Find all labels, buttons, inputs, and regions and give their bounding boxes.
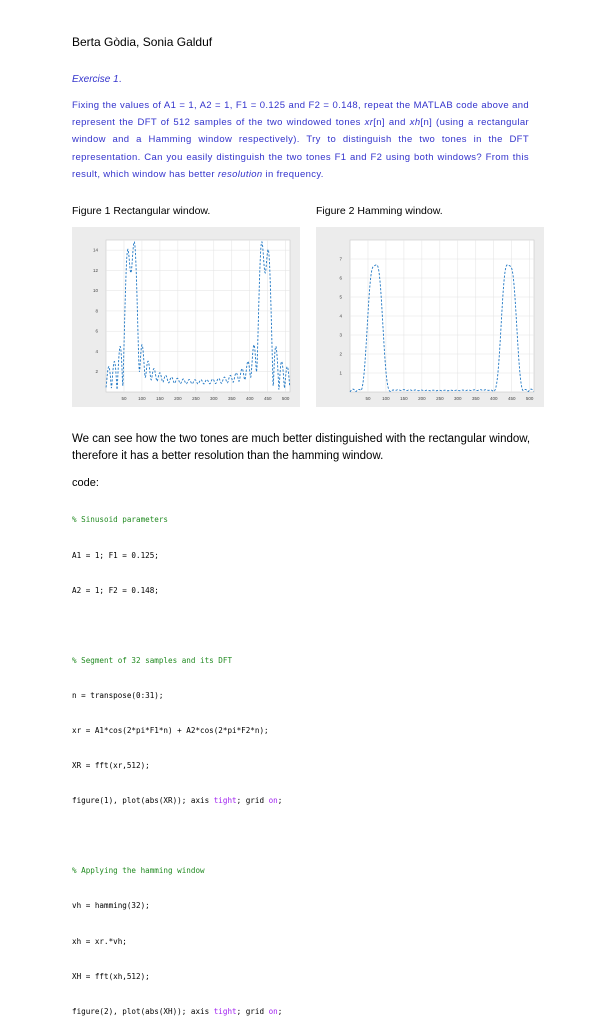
y-tick-label: 5 [339, 294, 342, 300]
code-line: A2 = 1; F2 = 0.148; [72, 585, 159, 595]
x-tick-label: 300 [454, 396, 462, 401]
code-line: xh = xr.*vh; [72, 936, 127, 946]
y-tick-label: 14 [92, 247, 98, 253]
code-line: A1 = 1; F1 = 0.125; [72, 550, 159, 560]
plot-area [106, 240, 290, 392]
hamming-window-chart [316, 227, 544, 407]
conclusion-line-1: We can see how the two tones are much better distinguished with the rectangular window, [72, 433, 531, 445]
code-line: n = transpose(0:31); [72, 690, 164, 700]
y-tick-label: 12 [92, 267, 98, 273]
x-tick-label: 500 [525, 396, 534, 401]
code-line: vh = hamming(32); [72, 901, 150, 911]
x-tick-label: 500 [281, 396, 290, 401]
conclusion-line-2: therefore it has a better resolution than the hamming window. [72, 450, 384, 462]
exercise-title: Exercise 1. [72, 74, 122, 85]
code-blank-line [72, 620, 282, 632]
conclusion-paragraph [72, 431, 532, 465]
x-tick-label: 300 [210, 396, 218, 401]
code-comment: % Segment of 32 samples and its DFT [72, 655, 233, 665]
y-tick-label: 7 [339, 256, 342, 262]
x-tick-label: 450 [507, 396, 516, 401]
x-tick-label: 400 [245, 396, 254, 401]
x-tick-label: 250 [436, 396, 444, 401]
y-tick-label: 4 [95, 348, 98, 354]
x-tick-label: 150 [400, 396, 408, 401]
figure-1-plot [72, 227, 300, 407]
x-tick-label: 200 [174, 396, 182, 401]
y-tick-label: 3 [339, 332, 342, 338]
exercise-statement: Fixing the values of A1 = 1, A2 = 1, F1 = 0.125 and F2 = 0.148, repeat the MATLAB code above and represent the DFT of 512 samples of the two windowed tones xr[n] and xh[n] (using a rectangular window and a Hamming window respectively). Try to distinguish the two tones in the DFT representation. Can you easily distinguish the two tones F1 and F2 using both windows? From this result, which window has better resolution in frequency. [72, 100, 529, 180]
y-tick-label: 1 [339, 370, 342, 376]
figure-1-caption: Figure 1 Rectangular window. [72, 205, 211, 217]
x-tick-label: 250 [192, 396, 200, 401]
y-tick-label: 6 [339, 275, 342, 281]
x-tick-label: 200 [418, 396, 426, 401]
rectangular-window-chart [72, 227, 300, 407]
y-tick-label: 8 [95, 308, 98, 314]
figure-2-caption: Figure 2 Hamming window. [316, 205, 443, 217]
code-comment: % Applying the hamming window [72, 866, 205, 876]
x-tick-label: 150 [156, 396, 164, 401]
y-tick-label: 2 [95, 369, 98, 375]
x-tick-label: 350 [228, 396, 236, 401]
authors: Berta Gòdia, Sonia Galduf [72, 35, 213, 49]
x-tick-label: 50 [365, 396, 371, 401]
x-tick-label: 350 [472, 396, 480, 401]
figure-2-plot [316, 227, 544, 407]
code-blank-line [72, 830, 282, 842]
y-tick-label: 2 [339, 351, 342, 357]
code-line: figure(1), plot(abs(XR)); axis tight; grid on; [72, 796, 283, 806]
code-line: xr = A1*cos(2*pi*F1*n) + A2*cos(2*pi*F2*n); [72, 725, 269, 735]
x-tick-label: 450 [263, 396, 272, 401]
code-line: XR = fft(xr,512); [72, 761, 150, 771]
y-tick-label: 4 [339, 313, 342, 319]
x-tick-label: 100 [382, 396, 390, 401]
x-tick-label: 400 [489, 396, 498, 401]
x-tick-label: 100 [138, 396, 146, 401]
y-tick-label: 10 [92, 288, 98, 294]
code-line: figure(2), plot(abs(XH)); axis tight; grid on; [72, 1006, 283, 1016]
x-tick-label: 50 [121, 396, 127, 401]
y-tick-label: 6 [95, 328, 98, 334]
matlab-code-block [72, 491, 282, 1029]
code-comment: % Sinusoid parameters [72, 515, 169, 525]
code-line: XH = fft(xh,512); [72, 971, 150, 981]
code-label: code: [72, 477, 99, 489]
